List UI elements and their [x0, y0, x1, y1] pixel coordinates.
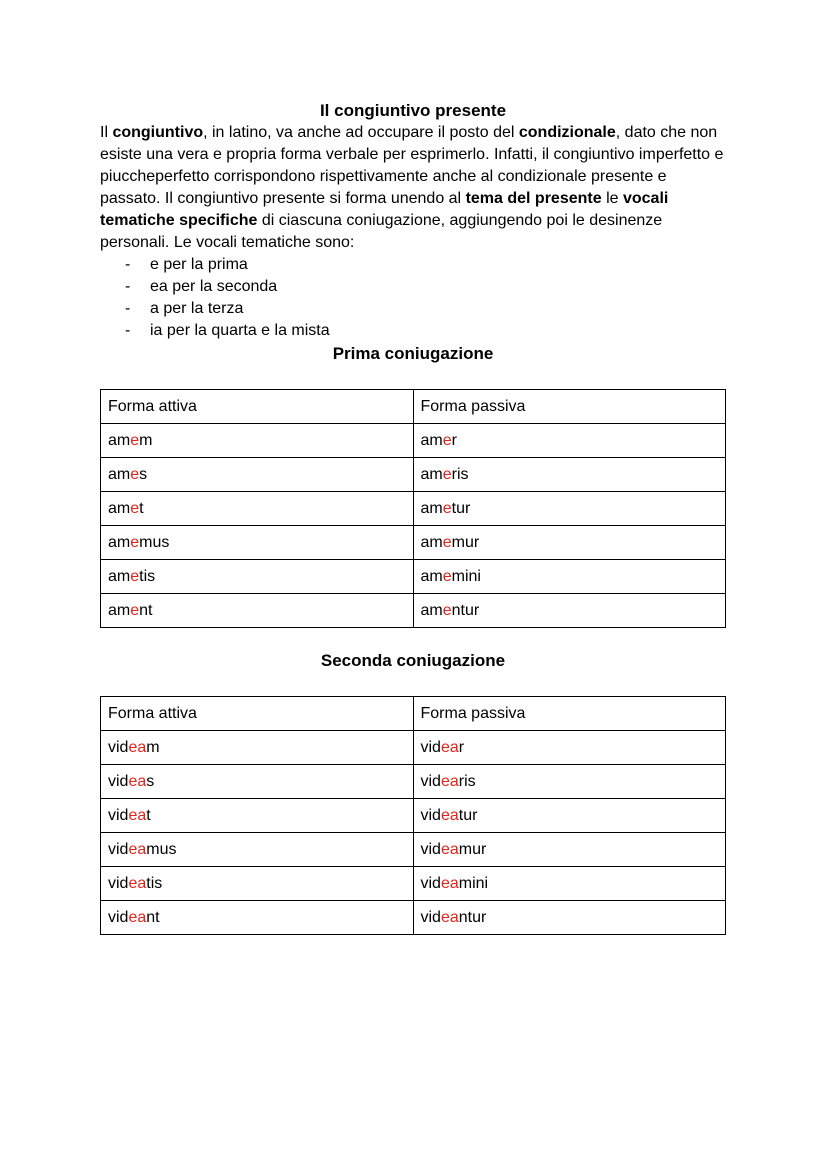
column-header: Forma attiva — [101, 390, 414, 424]
verb-stem: am — [420, 567, 443, 585]
conjugation-table-seconda — [100, 696, 726, 935]
verb-form-cell — [101, 492, 414, 526]
thematic-vowel: ea — [440, 772, 459, 790]
verb-stem: am — [108, 533, 131, 551]
table-row — [101, 833, 726, 867]
section-title-seconda: Seconda coniugazione — [320, 651, 506, 670]
thematic-vowel: ea — [128, 772, 147, 790]
vowel-text: a per la terza — [150, 300, 244, 317]
dash-bullet-icon: - — [125, 300, 131, 317]
verb-form-cell — [101, 560, 414, 594]
thematic-vowel: e — [442, 601, 452, 619]
verb-stem: am — [420, 499, 443, 517]
thematic-vowel: ea — [440, 840, 459, 858]
thematic-vowel: e — [442, 465, 452, 483]
verb-stem: vid — [108, 874, 129, 892]
vowel-list — [100, 254, 726, 342]
thematic-vowel: ea — [440, 908, 459, 926]
table-row — [101, 560, 726, 594]
verb-form-cell — [413, 560, 726, 594]
intro-text: di ciascuna coniugazione, aggiungendo poi le desinenze personali. Le vocali tematiche sono: — [100, 212, 663, 251]
verb-form-cell — [101, 867, 414, 901]
verb-stem: vid — [108, 840, 129, 858]
verb-form-cell — [101, 731, 414, 765]
table-row — [101, 492, 726, 526]
thematic-vowel: e — [442, 567, 452, 585]
personal-ending: r — [451, 431, 457, 449]
verb-form-cell — [413, 731, 726, 765]
thematic-vowel: e — [130, 431, 140, 449]
thematic-vowel: e — [130, 499, 140, 517]
thematic-vowel: e — [130, 533, 140, 551]
thematic-vowel: ea — [128, 874, 147, 892]
verb-form-cell — [101, 594, 414, 628]
vowel-text: ea per la seconda — [150, 278, 278, 295]
personal-ending: tur — [458, 806, 478, 824]
verb-stem: vid — [108, 806, 129, 824]
verb-stem: vid — [108, 772, 129, 790]
table-header-row — [101, 390, 726, 424]
thematic-vowel: ea — [128, 908, 147, 926]
verb-stem: vid — [420, 908, 441, 926]
verb-stem: vid — [420, 806, 441, 824]
personal-ending: m — [139, 431, 153, 449]
personal-ending: mini — [458, 874, 489, 892]
verb-stem: vid — [420, 772, 441, 790]
intro-text: , in latino, va anche ad occupare il posto del — [203, 124, 519, 141]
table-row — [101, 799, 726, 833]
verb-stem: am — [420, 533, 443, 551]
verb-stem: vid — [420, 738, 441, 756]
document-page — [100, 100, 726, 935]
verb-form-cell — [413, 901, 726, 935]
verb-stem: am — [420, 601, 443, 619]
vowel-list-item — [100, 254, 726, 276]
verb-form-cell — [101, 901, 414, 935]
personal-ending: t — [139, 499, 144, 517]
conjugation-table-prima — [100, 389, 726, 628]
verb-form-cell — [413, 424, 726, 458]
personal-ending: ris — [458, 772, 476, 790]
bold-term: vocali tematiche specifiche — [100, 190, 669, 229]
verb-form-cell — [413, 799, 726, 833]
thematic-vowel: e — [442, 499, 452, 517]
table-row — [101, 731, 726, 765]
personal-ending: s — [146, 772, 155, 790]
table-row — [101, 867, 726, 901]
thematic-vowel: e — [130, 567, 140, 585]
intro-text: , dato che non esiste una vera e propria forma verbale per esprimerlo. Infatti, il congiuntivo imperfetto e piuccheperfetto corrispondono rispettivamente anche al condizionale presente e passato. Il congiuntivo presente si forma unendo al — [100, 124, 724, 207]
thematic-vowel: e — [442, 431, 452, 449]
personal-ending: tis — [146, 874, 163, 892]
personal-ending: mur — [451, 533, 480, 551]
bold-term: tema del presente — [465, 190, 602, 207]
vowel-text: ia per la quarta e la mista — [150, 322, 330, 339]
verb-stem: am — [108, 499, 131, 517]
personal-ending: r — [458, 738, 465, 756]
verb-form-cell — [101, 424, 414, 458]
dash-bullet-icon: - — [125, 278, 131, 295]
personal-ending: mus — [146, 840, 177, 858]
thematic-vowel: e — [130, 601, 140, 619]
verb-form-cell — [101, 458, 414, 492]
table-row — [101, 526, 726, 560]
verb-form-cell — [101, 799, 414, 833]
table-row — [101, 901, 726, 935]
thematic-vowel: ea — [128, 840, 147, 858]
verb-stem: vid — [108, 908, 129, 926]
personal-ending: nt — [139, 601, 153, 619]
verb-form-cell — [101, 833, 414, 867]
dash-bullet-icon: - — [125, 322, 131, 339]
thematic-vowel: e — [442, 533, 452, 551]
verb-form-cell — [413, 765, 726, 799]
dash-bullet-icon: - — [125, 256, 131, 273]
verb-form-cell — [413, 833, 726, 867]
personal-ending: ntur — [451, 601, 480, 619]
thematic-vowel: ea — [440, 806, 459, 824]
table-row — [101, 765, 726, 799]
vowel-text: e per la prima — [150, 256, 248, 273]
verb-stem: vid — [420, 874, 441, 892]
verb-stem: am — [420, 465, 443, 483]
verb-form-cell — [101, 765, 414, 799]
personal-ending: ntur — [458, 908, 487, 926]
column-header: Forma passiva — [413, 697, 726, 731]
vowel-list-item — [100, 298, 726, 320]
verb-stem: am — [108, 431, 131, 449]
personal-ending: tur — [451, 499, 471, 517]
intro-text: Il — [100, 124, 113, 141]
verb-form-cell — [413, 458, 726, 492]
personal-ending: s — [139, 465, 148, 483]
bold-term: congiuntivo — [112, 124, 204, 141]
verb-stem: am — [108, 465, 131, 483]
verb-form-cell — [413, 526, 726, 560]
verb-stem: vid — [420, 840, 441, 858]
table-row — [101, 458, 726, 492]
verb-form-cell — [413, 867, 726, 901]
table-row — [101, 424, 726, 458]
personal-ending: nt — [146, 908, 160, 926]
thematic-vowel: e — [130, 465, 140, 483]
personal-ending: mus — [139, 533, 170, 551]
page-title: Il congiuntivo presente — [319, 101, 507, 120]
verb-form-cell — [101, 526, 414, 560]
personal-ending: mur — [458, 840, 487, 858]
table-header-row — [101, 697, 726, 731]
section-title-prima: Prima coniugazione — [332, 344, 494, 363]
verb-stem: am — [420, 431, 443, 449]
personal-ending: mini — [451, 567, 481, 585]
vowel-list-item — [100, 276, 726, 298]
verb-form-cell — [413, 492, 726, 526]
intro-text: le — [601, 190, 623, 207]
verb-stem: am — [108, 567, 131, 585]
personal-ending: m — [146, 738, 160, 756]
personal-ending: tis — [139, 567, 156, 585]
bold-term: condizionale — [518, 124, 616, 141]
column-header: Forma attiva — [101, 697, 414, 731]
column-header: Forma passiva — [413, 390, 726, 424]
verb-stem: vid — [108, 738, 129, 756]
vowel-list-item — [100, 320, 726, 342]
verb-form-cell — [413, 594, 726, 628]
thematic-vowel: ea — [440, 874, 459, 892]
table-row — [101, 594, 726, 628]
thematic-vowel: ea — [128, 806, 147, 824]
personal-ending: ris — [451, 465, 469, 483]
thematic-vowel: ea — [128, 738, 147, 756]
verb-stem: am — [108, 601, 131, 619]
thematic-vowel: ea — [440, 738, 459, 756]
personal-ending: t — [146, 806, 151, 824]
intro-paragraph — [100, 122, 726, 254]
